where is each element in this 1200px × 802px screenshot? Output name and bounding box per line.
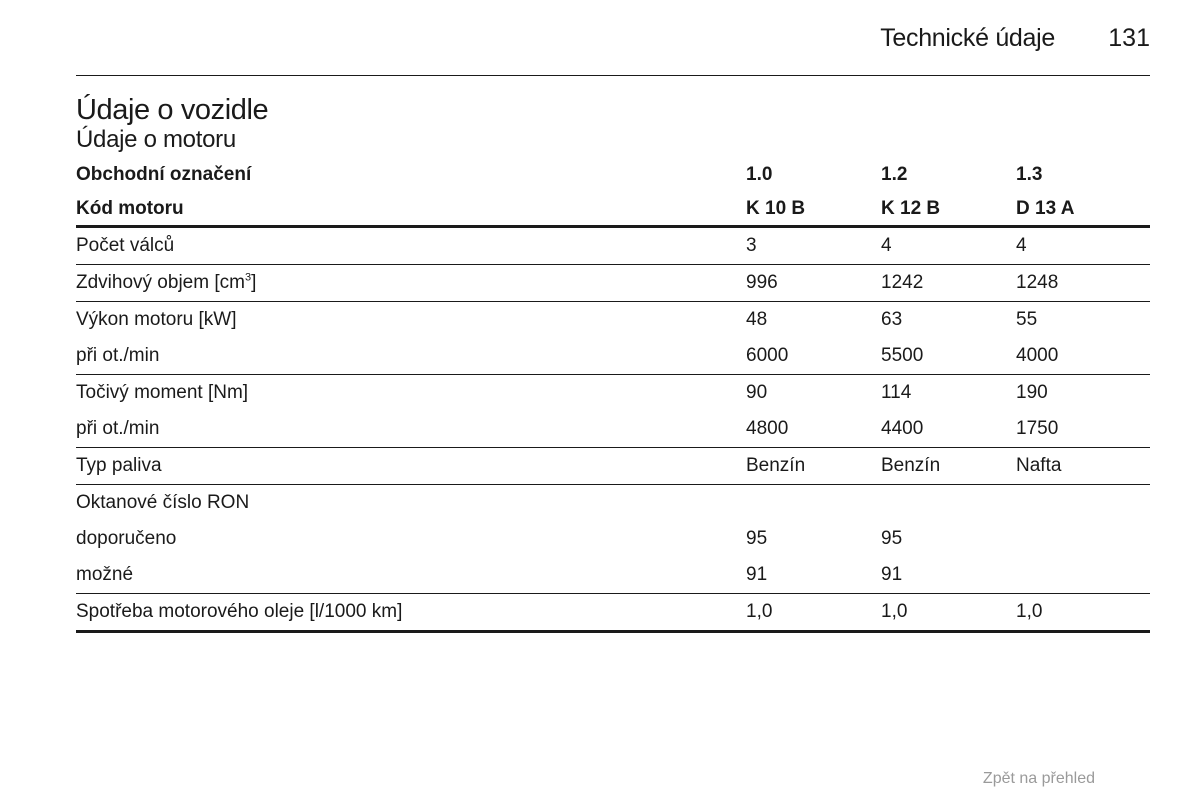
cell-value: 4800 [746, 411, 881, 448]
row-label: při ot./min [76, 338, 746, 375]
row-label: při ot./min [76, 411, 746, 448]
cell-value [1016, 521, 1150, 557]
cell-value [1016, 557, 1150, 594]
cell-value: 1,0 [1016, 594, 1150, 632]
table-row [76, 448, 1150, 485]
cell-value: 55 [1016, 309, 1038, 330]
row-label: Oktanové číslo RON [76, 492, 250, 513]
cell-value: 95 [881, 528, 903, 549]
header-cell: K 12 B [881, 192, 1016, 227]
cell-value: 1,0 [881, 594, 1016, 632]
header-cell: Kód motoru [76, 192, 746, 227]
cell-value: 63 [881, 309, 903, 330]
page-header [76, 24, 1150, 54]
header-cell: 1.2 [881, 164, 908, 185]
row-label: Typ paliva [76, 448, 746, 485]
cell-value: Benzín [881, 448, 1016, 485]
table-row [76, 485, 1150, 522]
header-cell: 1.0 [746, 164, 773, 185]
page-subtitle: Údaje o motoru [76, 126, 236, 153]
section-title: Technické údaje [880, 24, 1055, 52]
cell-value: 4 [881, 227, 1016, 265]
row-label: Počet válců [76, 227, 746, 265]
table-row [76, 227, 1150, 265]
cell-value [881, 485, 1016, 522]
cell-value: 1248 [1016, 265, 1150, 302]
cell-value: 1750 [1016, 411, 1150, 448]
row-label: možné [76, 557, 746, 594]
row-label: Výkon motoru [kW] [76, 309, 237, 330]
cell-value [1016, 485, 1150, 522]
cell-value: 91 [881, 557, 1016, 594]
header-cell: K 10 B [746, 192, 881, 227]
header-cell: Obchodní označení [76, 164, 252, 185]
table-header-row [76, 192, 1150, 227]
table-row [76, 557, 1150, 594]
row-label: doporučeno [76, 528, 177, 549]
page-title: Údaje o vozidle [76, 94, 269, 126]
table-row [76, 594, 1150, 632]
page-number: 131 [1108, 24, 1150, 52]
cell-value: 114 [881, 382, 912, 403]
row-label: Spotřeba motorového oleje [l/1000 km] [76, 594, 746, 632]
superscript: 3 [244, 271, 252, 284]
table-row [76, 411, 1150, 448]
row-label: Točivý moment [Nm] [76, 382, 249, 403]
header-cell: D 13 A [1016, 192, 1150, 227]
cell-value: 3 [746, 227, 881, 265]
cell-value: 4000 [1016, 338, 1150, 375]
cell-value: 5500 [881, 338, 1016, 375]
engine-specs-table [76, 158, 1150, 633]
cell-value: 4 [1016, 227, 1150, 265]
cell-value: 90 [746, 382, 768, 403]
header-cell: 1.3 [1016, 164, 1043, 185]
cell-value: 95 [746, 528, 768, 549]
cell-value: 4400 [881, 411, 1016, 448]
cell-value: 91 [746, 557, 881, 594]
cell-value: 190 [1016, 382, 1048, 403]
cell-value: 6000 [746, 338, 881, 375]
table-header-row [76, 158, 1150, 192]
cell-value: 996 [746, 265, 881, 302]
cell-value: 1,0 [746, 594, 881, 632]
back-to-overview-link[interactable]: Zpět na přehled [982, 770, 1095, 787]
cell-value [746, 485, 881, 522]
table-row [76, 338, 1150, 375]
table-row [76, 265, 1150, 302]
header-divider [76, 75, 1150, 76]
cell-value: Nafta [1016, 448, 1150, 485]
table-row [76, 302, 1150, 339]
cell-value: 48 [746, 309, 768, 330]
row-label: Zdvihový objem $[cm^3]$ [76, 265, 746, 302]
table-row [76, 521, 1150, 557]
table-row [76, 375, 1150, 412]
cell-value: Benzín [746, 448, 881, 485]
cell-value: 1242 [881, 265, 1016, 302]
